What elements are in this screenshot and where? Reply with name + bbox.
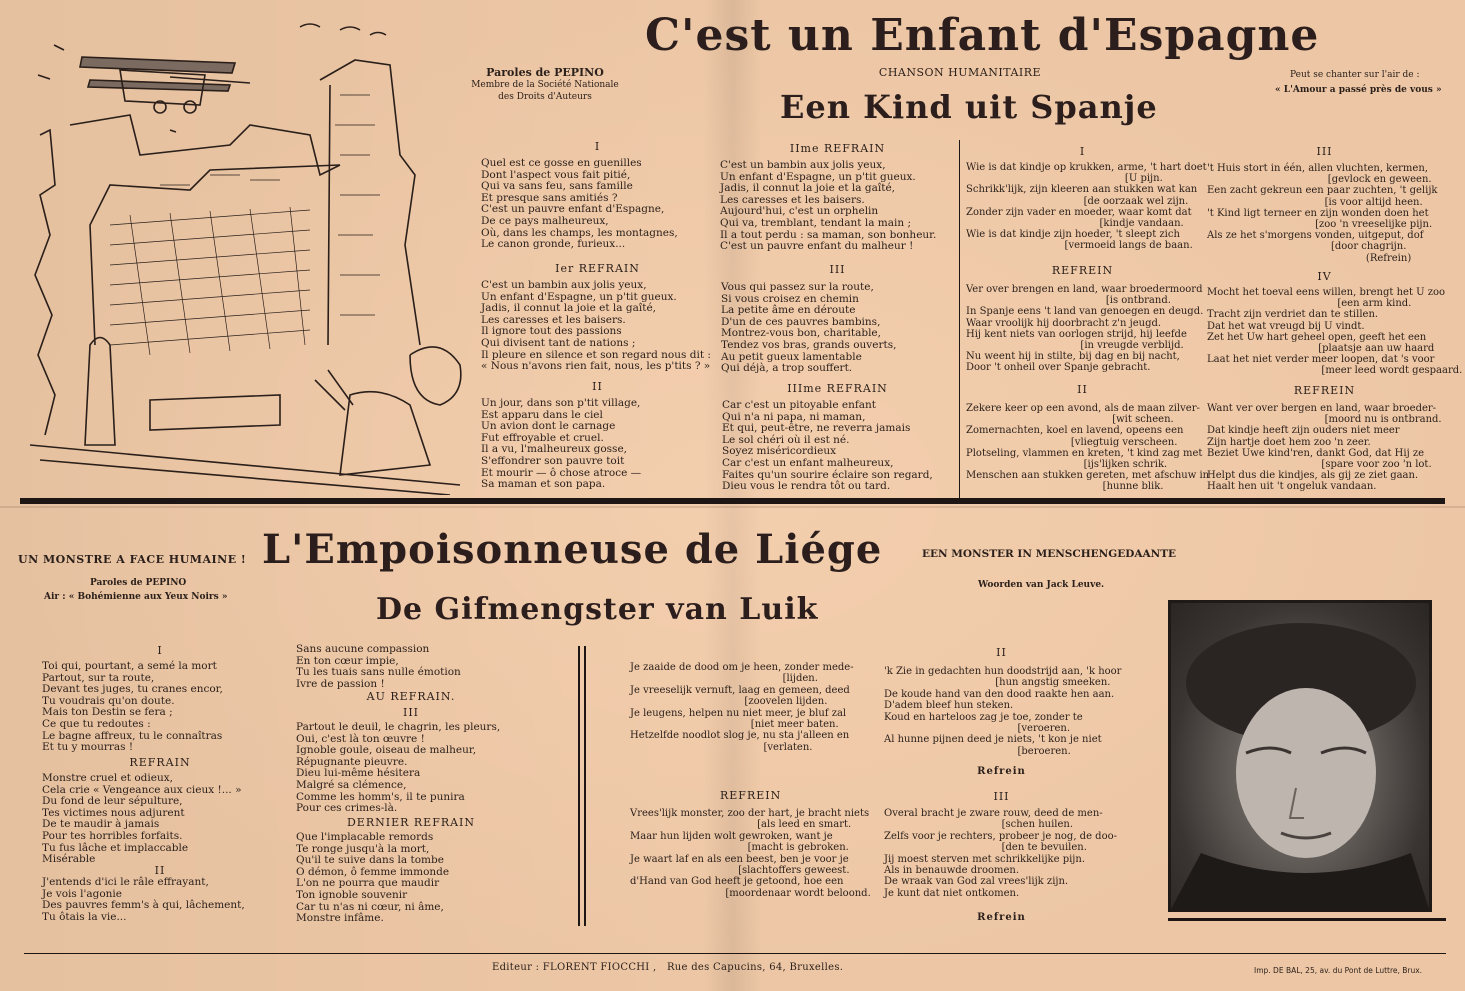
author-society: Membre de la Société Nationale des Droits d'Auteurs: [471, 80, 619, 102]
refrain-text: C'est un bambin aux jolis yeux, Un enfant d'Espagne, un p'tit gueux. Jadis, il connut la joie et la gaîté, Les caresses et les baisers. Il ignore tout des passions Qui divisent tant de nations ; Il pleure en silence et son regard nous dit : « Nous n'avons rien fait, nous, les p'tits ? »: [481, 279, 711, 373]
verse-text: Mocht het toeval eens willen, brengt het U zoo [een arm kind. Tracht zijn verdriet dan te stillen. Dat het wat vreugd bij U vindt. Zet het Uw hart geheel open, geeft het een [plaatsje aan uw haard Laat het niet verder meer loopen, dat 's voor [meer leed wordt gespaard.: [1207, 287, 1463, 377]
verse-text: Overal bracht je zware rouw, deed de men- [schen huilen. Zelfs voor je rechters, probeer je nog, de doo- [den te bevuilen. Jij moest sterven met schrikkelijke pijn. Als in benauwde droomen. De wraak van God zal vrees'lijk zijn. Je kunt dat niet ontkomen.: [884, 808, 1118, 899]
refrain-text: Car c'est un pitoyable enfant Qui n'a ni papa, ni maman, Et qui, peut-être, ne reverra jamais Le sol chéri où il est né. Soyez miséricordieux Car c'est un enfant malheureux, Faites qu'un sourire éclaire son regard, Dieu vous le rendra tôt ou tard.: [722, 399, 933, 493]
verse-heading: II: [154, 864, 166, 877]
portrait-photo: [1168, 600, 1432, 912]
refrain-heading: REFREIN: [1051, 264, 1114, 277]
refrain-heading: IIme REFRAIN: [789, 142, 886, 155]
column-divider: [578, 646, 580, 926]
verse-heading: III: [1316, 145, 1333, 158]
verse-text: 't Huis stort in één, allen vluchten, kermen, [gevlock en geween. Een zacht gekreun een paar zuchten, 't gelijk [is voor altijd heen. 't Kind ligt terneer en zijn wonden doen het [zoo 'n vreeselijke pijn. Als ze het s'morgens vonden, uitgeput, dof [door chagrijn. (Refrein): [1207, 163, 1438, 264]
refrain-heading: REFREIN: [720, 789, 782, 802]
verse-heading: I: [1079, 145, 1086, 158]
verse-heading: III: [829, 263, 846, 276]
verse-text: Vous qui passez sur la route, Si vous croisez en chemin La petite âme en déroute D'un de ces pauvres bambins, Montrez-vous bon, charitable, Tendez vos bras, grands ouverts, Au petit gueux lamentable Qui déjà, a trop souffert.: [721, 281, 897, 375]
refrain-heading: DERNIER REFRAIN: [346, 816, 476, 829]
verse-heading: II: [592, 380, 603, 393]
photo-rule: [1168, 918, 1446, 921]
tune-name: « L'Amour a passé près de vous »: [1275, 85, 1442, 95]
refrain-text: Monstre cruel et odieux, Cela crie « Vengeance aux cieux !... » Du fond de leur sépulture, Tes victimes nous adjurent De te maudir à jamais Pour tes horribles forfaits. Tu fus lâche et implaccable Misérable: [42, 772, 242, 866]
verse-text: Partout le deuil, le chagrin, les pleurs, Oui, c'est là ton œuvre ! Ignoble goule, oiseau de malheur, Répugnante pieuvre. Dieu lui-même hésitera Malgré sa clémence, Comme les homm's, il te punira Pour ces crimes-là.: [296, 721, 501, 815]
refrain-heading: Ier REFRAIN: [555, 262, 640, 275]
verse-text: Un jour, dans son p'tit village, Est apparu dans le ciel Un avion dont le carnage Fut effroyable et cruel. Il a vu, l'malheureux gosse, S'effondrer son pauvre toit Et mourir — ô chose atroce — Sa maman et son papa.: [481, 397, 642, 491]
refrain-text: Want ver over bergen en land, waar broeder- [moord nu is ontbrand. Dat kindje heeft zijn ouders niet meer Zijn hartje doet hem zoo 'n zeer. Beziet Uwe kind'ren, dankt God, dat Hij ze [spare voor zoo 'n lot. Helpt dus die kindjes, als gij ze ziet gaan. Haalt hen uit 't ongeluk vandaan.: [1207, 403, 1442, 493]
verse-heading: III: [402, 706, 420, 719]
author-nl: Woorden van Jack Leuve.: [978, 580, 1105, 590]
refrain-heading: REFRAIN: [129, 756, 191, 769]
song-title-fr: L'Empoisonneuse de Liége: [262, 526, 883, 573]
refrain-text: Vrees'lijk monster, zoo der hart, je bracht niets [als leed en smart. Maar hun lijden wolt gewroken, want je [macht is gebroken. Je waart laf en als een beest, ben je voor je [slachtoffers geweest. d'Hand van God heeft je getoond, hoe een [moordenaar wordt beloond.: [630, 808, 871, 899]
refrain-heading: AU REFRAIN.: [366, 690, 456, 703]
verse-text: Wie is dat kindje op krukken, arme, 't hart doet [U pijn. Schrikk'lijk, zijn kleeren aan stukken wat kan [de oorzaak wel zijn. Zonder zijn vader en moeder, waar komt dat [kindje vandaan. Wie is dat kindje zijn hoeder, 't sleept zich [vermoeid langs de baan.: [966, 162, 1207, 252]
verse-heading: IV: [1317, 270, 1332, 283]
monster-label-fr: UN MONSTRE A FACE HUMAINE !: [18, 553, 247, 566]
refrain-text: Ver over brengen en land, waar broedermoord [is ontbrand. In Spanje eens 't land van genoegen en deugd. Waar vroolijk hij doorbracht z'n jeugd. Hij kent niets van oorlogen strijd, hij leefde [in vreugde verblijd. Nu weent hij in stilte, bij dag en bij nacht, Door 't onheil over Spanje gebracht.: [966, 284, 1204, 374]
section-divider: [20, 498, 1445, 504]
column-divider: [959, 140, 960, 498]
refrain-label: Refrein: [977, 766, 1026, 777]
air-fr: Air : « Bohémienne aux Yeux Noirs »: [44, 592, 228, 602]
footer-rule: [24, 953, 1446, 954]
publisher-credit: Editeur : FLORENT FIOCCHI , Rue des Capucins, 64, Bruxelles.: [492, 962, 844, 973]
verse-heading: I: [157, 644, 163, 657]
song-subtitle: CHANSON HUMANITAIRE: [878, 66, 1042, 79]
column-divider: [584, 646, 586, 926]
author-fr: Paroles de PEPINO: [90, 578, 187, 588]
refrain-label: Refrein: [977, 912, 1026, 923]
song-title-nl: De Gifmengster van Luik: [376, 592, 819, 627]
refrain-heading: REFREIN: [1293, 384, 1356, 397]
verse-text: 'k Zie in gedachten hun doodstrijd aan, 'k hoor [hun angstig smeeken. De koude hand van den dood raakte hen aan. D'adem bleef hun steken. Koud en harteloos zag je toe, zonder te [veroeren. Al hunne pijnen deed je niets, 't kon je niet [beroeren.: [884, 666, 1122, 757]
verse-text: J'entends d'ici le râle effrayant, Je vois l'agonie Des pauvres femm's à qui, lâchement, Tu ôtais la vie...: [42, 876, 245, 923]
tune-label: Peut se chanter sur l'air de :: [1290, 70, 1420, 80]
song-title-fr: C'est un Enfant d'Espagne: [645, 10, 1320, 61]
song-title-nl: Een Kind uit Spanje: [780, 88, 1158, 126]
refrain-text: Que l'implacable remords Te ronge jusqu'à la mort, Qu'il te suive dans la tombe O démon, ô femme immonde L'on ne pourra que maudir Ton ignoble souvenir Car tu n'as ni cœur, ni âme, Monstre infâme.: [296, 831, 450, 925]
author-label: Paroles de PEPINO: [486, 66, 604, 79]
portrait-figure: [1171, 603, 1429, 909]
verse-text: Zekere keer op een avond, als de maan zilver- [wit scheen. Zomernachten, koel en lavend, opeens een [vliegtuig verscheen. Plotseling, vlammen en kreten, 't kind zag met [ijs'lijken schrik. Menschen aan stukken gereten, met afschuw in [hunne blik.: [966, 403, 1210, 493]
printer-credit: Imp. DE BAL, 25, av. du Pont de Luttre, Brux.: [1254, 966, 1423, 975]
refrain-text: C'est un bambin aux jolis yeux, Un enfant d'Espagne, un p'tit gueux. Jadis, il connut la joie et la gaîté, Les caresses et les baisers. Aujourd'hui, c'est un orphelin Qui va, tremblant, tendant la main ; Il a tout perdu : sa maman, son bonheur. C'est un pauvre enfant du malheur !: [720, 159, 937, 253]
verse-text: Je zaaide de dood om je heen, zonder mede- [lijden. Je vreeselijk vernuft, laag en gemeen, deed [zoovelen lijden. Je leugens, helpen nu niet meer, je bluf zal [niet meer baten. Hetzelfde noodlot slog je, nu sta j'alleen en [verlaten.: [630, 662, 854, 753]
war-illustration: [10, 15, 480, 495]
monster-label-nl: EEN MONSTER IN MENSCHENGEDAANTE: [922, 548, 1177, 560]
verse-heading: II: [996, 646, 1007, 659]
verse-heading: III: [993, 790, 1010, 803]
fold-line: [0, 506, 1465, 508]
verse-text: Quel est ce gosse en guenilles Dont l'aspect vous fait pitié, Qui va sans feu, sans famille Et presque sans amitiés ? C'est un pauvre enfant d'Espagne, De ce pays malheureux, Où, dans les champs, les montagnes, Le canon gronde, furieux...: [481, 157, 678, 251]
verse-text: Toi qui, pourtant, a semé la mort Partout, sur ta route, Devant tes juges, tu cranes encor, Tu voudrais qu'on doute. Mais ton Destin se fera ; Ce que tu redoutes : Le bagne affreux, tu le connaîtras Et tu y mourras !: [42, 660, 223, 754]
verse-heading: I: [594, 140, 601, 153]
verse-text: Sans aucune compassion En ton cœur impie, Tu les tuais sans nulle émotion Ivre de passion !: [296, 643, 461, 690]
refrain-heading: IIIme REFRAIN: [787, 382, 888, 395]
verse-heading: II: [1077, 383, 1088, 396]
